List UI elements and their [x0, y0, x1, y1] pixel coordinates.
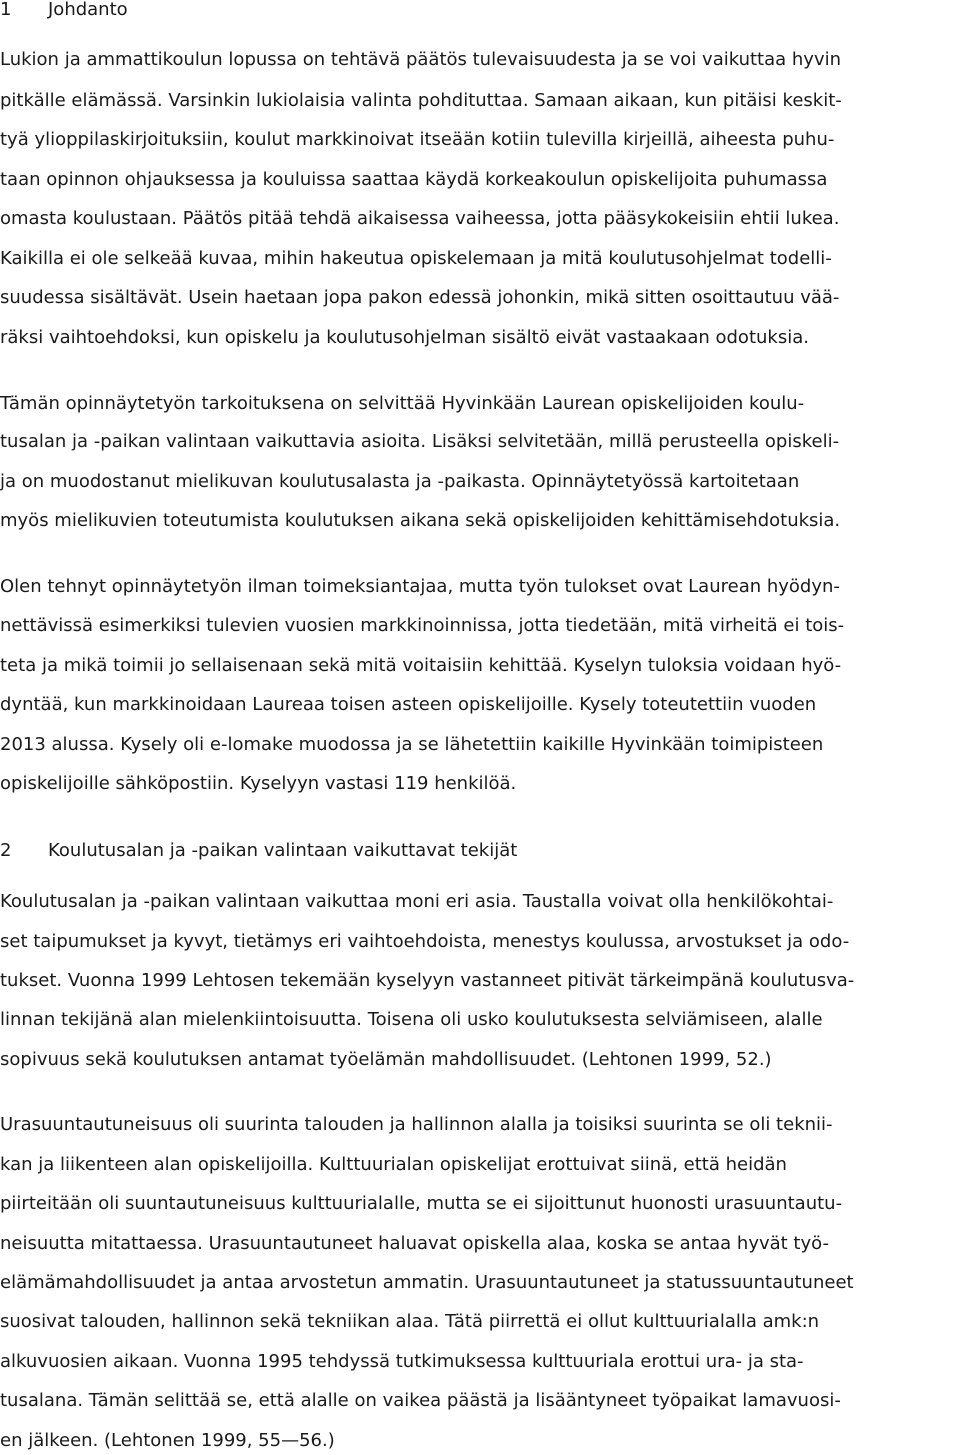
section-2-number: 2	[0, 840, 12, 861]
body-line: suudessa sisältävät. Usein haetaan jopa pakon edessä johonkin, mikä sitten osoittautuu vää-	[0, 287, 840, 308]
body-line: taan opinnon ohjauksessa ja kouluissa saattaa käydä korkeakoulun opiskelijoita puhumassa	[0, 169, 828, 190]
body-line: alkuvuosien aikaan. Vuonna 1995 tehdyssä tutkimuksessa kulttuuriala erottui ura- ja sta-	[0, 1351, 804, 1372]
body-line: Urasuuntautuneisuus oli suurinta talouden ja hallinnon alalla ja toisiksi suurinta se oli teknii-	[0, 1114, 833, 1135]
section-1-title: Johdanto	[48, 0, 128, 20]
section-2-heading	[0, 839, 960, 863]
body-line: kan ja liikenteen alan opiskelijoilla. Kulttuurialan opiskelijat erottuivat siinä, että heidän	[0, 1154, 787, 1175]
body-line: set taipumukset ja kyvyt, tietämys eri vaihtoehdoista, menestys koulussa, arvostukset ja odo-	[0, 931, 850, 952]
body-line: linnan tekijänä alan mielenkiintoisuutta. Toisena oli usko koulutuksesta selviämiseen, alalle	[0, 1009, 823, 1030]
body-line: elämämahdollisuudet ja antaa arvostetun ammatin. Urasuuntautuneet ja statussuuntautuneet	[0, 1272, 854, 1293]
body-line: Olen tehnyt opinnäytetyön ilman toimeksiantajaa, mutta työn tulokset ovat Laurean hyödyn-	[0, 576, 840, 597]
body-line: Tämän opinnäytetyön tarkoituksena on selvittää Hyvinkään Laurean opiskelijoiden koulu-	[0, 393, 805, 414]
body-line: nettävissä esimerkiksi tulevien vuosien markkinoinnissa, jotta tiedetään, mitä virheitä ei tois-	[0, 615, 845, 636]
body-line: tyä ylioppilaskirjoituksiin, koulut markkinoivat itseään kotiin tulevilla kirjeillä, aiheesta puhu-	[0, 129, 835, 150]
body-line: tusalana. Tämän selittää se, että alalle on vaikea päästä ja lisääntyneet työpaikat lamavuosi-	[0, 1390, 841, 1411]
body-line: Lukion ja ammattikoulun lopussa on tehtävä päätös tulevaisuudesta ja se voi vaikuttaa hyvin	[0, 49, 842, 70]
body-line: ja on muodostanut mielikuvan koulutusalasta ja -paikasta. Opinnäytetyössä kartoitetaan	[0, 471, 800, 492]
section-2-title: Koulutusalan ja -paikan valintaan vaikuttavat tekijät	[48, 840, 518, 861]
body-line: piirteitään oli suuntautuneisuus kulttuurialalle, mutta se ei sijoittunut huonosti urasuuntautu-	[0, 1193, 843, 1214]
section-1-number: 1	[0, 0, 12, 20]
body-line: suosivat talouden, hallinnon sekä tekniikan alaa. Tätä piirrettä ei ollut kulttuurialalla amk:n	[0, 1311, 820, 1332]
body-line: 2013 alussa. Kysely oli e-lomake muodossa ja se lähetettiin kaikille Hyvinkään toimipisteen	[0, 734, 824, 755]
body-line: tukset. Vuonna 1999 Lehtosen tekemään kyselyyn vastanneet pitivät tärkeimpänä koulutusva-	[0, 970, 855, 991]
body-line: räksi vaihtoehdoksi, kun opiskelu ja koulutusohjelman sisältö eivät vastaakaan odotuksia.	[0, 327, 809, 348]
body-line: tusalan ja -paikan valintaan vaikuttavia asioita. Lisäksi selvitetään, millä perusteella opiskeli-	[0, 431, 840, 452]
body-line: myös mielikuvien toteutumista koulutuksen aikana sekä opiskelijoiden kehittämisehdotuksia.	[0, 510, 841, 531]
section-1-heading	[0, 0, 960, 22]
body-line: omasta koulustaan. Päätös pitää tehdä aikaisessa vaiheessa, jotta pääsykokeisiin ehtii lukea.	[0, 208, 840, 229]
body-line: en jälkeen. (Lehtonen 1999, 55—56.)	[0, 1430, 335, 1451]
body-line: Kaikilla ei ole selkeää kuvaa, mihin hakeutua opiskelemaan ja mitä koulutusohjelmat todelli-	[0, 248, 832, 269]
body-line: Koulutusalan ja -paikan valintaan vaikuttaa moni eri asia. Taustalla voivat olla henkilökohtai-	[0, 891, 834, 912]
body-line: sopivuus sekä koulutuksen antamat työelämän mahdollisuudet. (Lehtonen 1999, 52.)	[0, 1049, 772, 1070]
body-line: pitkälle elämässä. Varsinkin lukiolaisia valinta pohdituttaa. Samaan aikaan, kun pitäisi keskit-	[0, 90, 842, 111]
body-line: neisuutta mitattaessa. Urasuuntautuneet haluavat opiskella alaa, koska se antaa hyvät työ-	[0, 1233, 829, 1254]
body-line: dyntää, kun markkinoidaan Laureaa toisen asteen opiskelijoille. Kysely toteutettiin vuoden	[0, 694, 817, 715]
body-line: opiskelijoille sähköpostiin. Kyselyyn vastasi 119 henkilöä.	[0, 773, 517, 794]
body-line: teta ja mikä toimii jo sellaisenaan sekä mitä voitaisiin kehittää. Kyselyn tuloksia voidaan hyö-	[0, 655, 842, 676]
